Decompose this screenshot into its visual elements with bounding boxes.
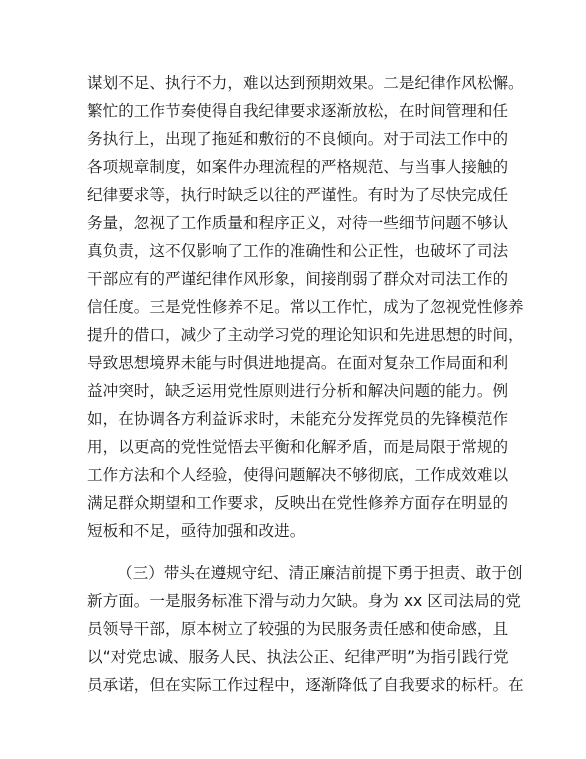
text-line: 务量，忽视了工作质量和程序正义，对待一些细节问题不够认 <box>87 214 509 232</box>
text-line: 以“对党忠诚、服务人民、执法公正、纪律严明”为指引践行党 <box>87 648 509 666</box>
text-line: 提升的借口，减少了主动学习党的理论知识和先进思想的时间， <box>87 326 524 344</box>
text-line: 工作方法和个人经验，使得问题解决不够彻底，工作成效难以 <box>87 466 509 484</box>
text-line: 如，在协调各方利益诉求时，未能充分发挥党员的先锋模范作 <box>87 410 509 428</box>
text-line: 繁忙的工作节奏使得自我纪律要求逐渐放松，在时间管理和任 <box>87 102 509 120</box>
text-line: 纪律要求等，执行时缺乏以往的严谨性。有时为了尽快完成任 <box>87 186 509 204</box>
paragraph-gap <box>87 545 501 559</box>
text-line: 新方面。一是服务标准下滑与动力欠缺。身为 xx 区司法局的党 <box>87 592 521 610</box>
document-body <box>87 69 524 699</box>
text-line: 员领导干部，原本树立了较强的为民服务责任感和使命感，且 <box>87 620 509 638</box>
text-line: 用，以更高的党性觉悟去平衡和化解矛盾，而是局限于常规的 <box>87 438 509 456</box>
text-line: 务执行上，出现了拖延和敷衍的不良倾向。对于司法工作中的 <box>87 130 509 148</box>
text-line: 导致思想境界未能与时俱进地提高。在面对复杂工作局面和利 <box>87 354 509 372</box>
text-line: 短板和不足，亟待加强和改进。 <box>87 522 306 540</box>
section-heading-line: （三）带头在遵规守纪、清正廉洁前提下勇于担责、敢于创 <box>117 564 523 582</box>
paragraph <box>87 559 524 699</box>
text-line: 各项规章制度，如案件办理流程的严格规范、与当事人接触的 <box>87 158 509 176</box>
text-line: 益冲突时，缺乏运用党性原则进行分析和解决问题的能力。例 <box>87 382 509 400</box>
paragraph <box>87 69 524 545</box>
text-line: 谋划不足、执行不力，难以达到预期效果。二是纪律作风松懈。 <box>87 74 524 92</box>
text-line: 信任度。三是党性修养不足。常以工作忙，成为了忽视党性修养 <box>87 298 524 316</box>
text-line: 真负责，这不仅影响了工作的准确性和公正性，也破坏了司法 <box>87 242 509 260</box>
text-line: 干部应有的严谨纪律作风形象，间接削弱了群众对司法工作的 <box>87 270 509 288</box>
text-line: 员承诺，但在实际工作过程中，逐渐降低了自我要求的标杆。在 <box>87 676 524 694</box>
text-line: 满足群众期望和工作要求，反映出在党性修养方面存在明显的 <box>87 494 509 512</box>
